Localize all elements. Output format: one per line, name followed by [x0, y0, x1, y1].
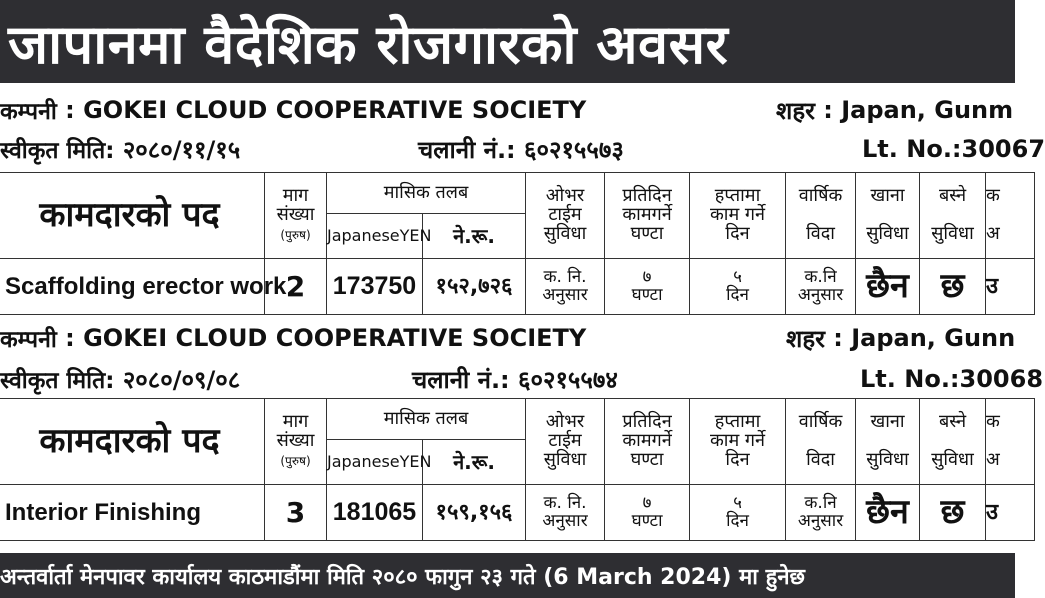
stay-value: छ: [920, 485, 986, 541]
city-label: शहर: [776, 96, 815, 125]
job-demand: 3: [265, 485, 327, 541]
food-value: छैन: [856, 485, 920, 541]
company-line-1: कम्पनी : GOKEI CLOUD COOPERATIVE SOCIETY: [0, 96, 587, 125]
food-header: खाना सुविधा: [856, 399, 920, 485]
leave-value: क.नि अनुसार: [786, 485, 856, 541]
lt-no: 30068: [959, 365, 1044, 393]
page-title: जापानमा वैदेशिक रोजगारको अवसर: [8, 12, 729, 76]
hours-value: ७ घण्टा: [605, 485, 690, 541]
salary-npr: १५९,१५६: [423, 485, 526, 541]
dispatch-no: ६०२१५५७४: [518, 365, 618, 394]
overtime-value: क. नि. अनुसार: [526, 485, 605, 541]
food-value: छैन: [856, 259, 920, 315]
lt-no: 30067: [961, 135, 1045, 163]
weekly-days-header: हप्तामा काम गर्ने दिन: [690, 173, 786, 259]
daily-hours-header: प्रतिदिन कामगर्ने घण्टा: [605, 399, 690, 485]
stay-header: बस्ने सुविधा: [920, 399, 986, 485]
salary-yen: 181065: [327, 485, 423, 541]
overtime-header: ओभर टाईम सुविधा: [526, 399, 605, 485]
lt-line-1: [862, 133, 1045, 165]
company-label: कम्पनी: [0, 327, 57, 353]
company-name: GOKEI CLOUD COOPERATIVE SOCIETY: [83, 96, 587, 124]
interview-footer: [0, 553, 1015, 598]
npr-subheader: ने.रू.: [423, 214, 526, 259]
hours-value: ७ घण्टा: [605, 259, 690, 315]
overtime-header: ओभर टाईम सुविधा: [526, 173, 605, 259]
overtime-value: क. नि. अनुसार: [526, 259, 605, 315]
job-table-2: [0, 398, 1035, 541]
annual-leave-header: वार्षिक विदा: [786, 399, 856, 485]
lt-line-2: [860, 363, 1043, 395]
days-value: ५ दिन: [690, 259, 786, 315]
dispatch-no: ६०२१५५७३: [524, 135, 624, 164]
demand-header: माग संख्या (पुरुष): [265, 173, 327, 259]
company-name: GOKEI CLOUD COOPERATIVE SOCIETY: [83, 324, 587, 352]
title-banner: [0, 0, 1015, 83]
salary-yen: 173750: [327, 259, 423, 315]
annual-leave-header: वार्षिक विदा: [786, 173, 856, 259]
stay-header: बस्ने सुविधा: [920, 173, 986, 259]
daily-hours-header: प्रतिदिन कामगर्ने घण्टा: [605, 173, 690, 259]
job-position: Scaffolding erector work: [0, 259, 265, 315]
days-value: ५ दिन: [690, 485, 786, 541]
position-header: कामदारको पद: [0, 173, 265, 259]
approved-date-label: स्वीकृत मिति:: [0, 138, 115, 164]
dispatch-line-2: [412, 363, 618, 395]
lt-label: Lt. No.:: [860, 365, 960, 393]
extra-header: क अ: [986, 399, 1035, 485]
npr-subheader: ने.रू.: [423, 440, 526, 485]
city-label: शहर: [786, 324, 825, 353]
food-header: खाना सुविधा: [856, 173, 920, 259]
yen-subheader: JapaneseYEN: [327, 440, 423, 485]
position-header: कामदारको पद: [0, 399, 265, 485]
date-line-2: [0, 363, 240, 395]
job-demand: 2: [265, 259, 327, 315]
city-line-1: शहर : Japan, Gunm: [776, 94, 1013, 126]
city-value: Japan, Gunm: [841, 96, 1014, 124]
job-table-1: [0, 172, 1035, 315]
demand-header: माग संख्या (पुरुष): [265, 399, 327, 485]
table-row: [0, 485, 1035, 541]
dispatch-line-1: [418, 133, 624, 165]
job-position: Interior Finishing: [0, 485, 265, 541]
approved-date-label: स्वीकृत मिति:: [0, 368, 115, 394]
extra-header: क अ: [986, 173, 1035, 259]
dispatch-label: चलानी नं.:: [418, 135, 516, 164]
yen-subheader: JapaneseYEN: [327, 214, 423, 259]
lt-label: Lt. No.:: [862, 135, 962, 163]
extra-value: उ: [986, 259, 1035, 315]
dispatch-label: चलानी नं.:: [412, 365, 510, 394]
extra-value: उ: [986, 485, 1035, 541]
footer-text: अन्तर्वार्ता मेनपावर कार्यालय काठमाडौंमा मिति २०८० फागुन २३ गते (6 March 2024) मा हुनेछ: [0, 564, 805, 590]
city-line-2: शहर : Japan, Gunn: [786, 322, 1015, 354]
table-row: [0, 259, 1035, 315]
approved-date: २०८०/११/१५: [122, 135, 241, 164]
weekly-days-header: हप्तामा काम गर्ने दिन: [690, 399, 786, 485]
salary-header: मासिक तलब: [327, 399, 526, 440]
city-value: Japan, Gunn: [851, 324, 1016, 352]
salary-npr: १५२,७२६: [423, 259, 526, 315]
salary-header: मासिक तलब: [327, 173, 526, 214]
company-label: कम्पनी: [0, 99, 57, 125]
date-line-1: [0, 133, 240, 165]
leave-value: क.नि अनुसार: [786, 259, 856, 315]
stay-value: छ: [920, 259, 986, 315]
approved-date: २०८०/०९/०८: [122, 365, 241, 394]
company-line-2: कम्पनी : GOKEI CLOUD COOPERATIVE SOCIETY: [0, 324, 587, 353]
